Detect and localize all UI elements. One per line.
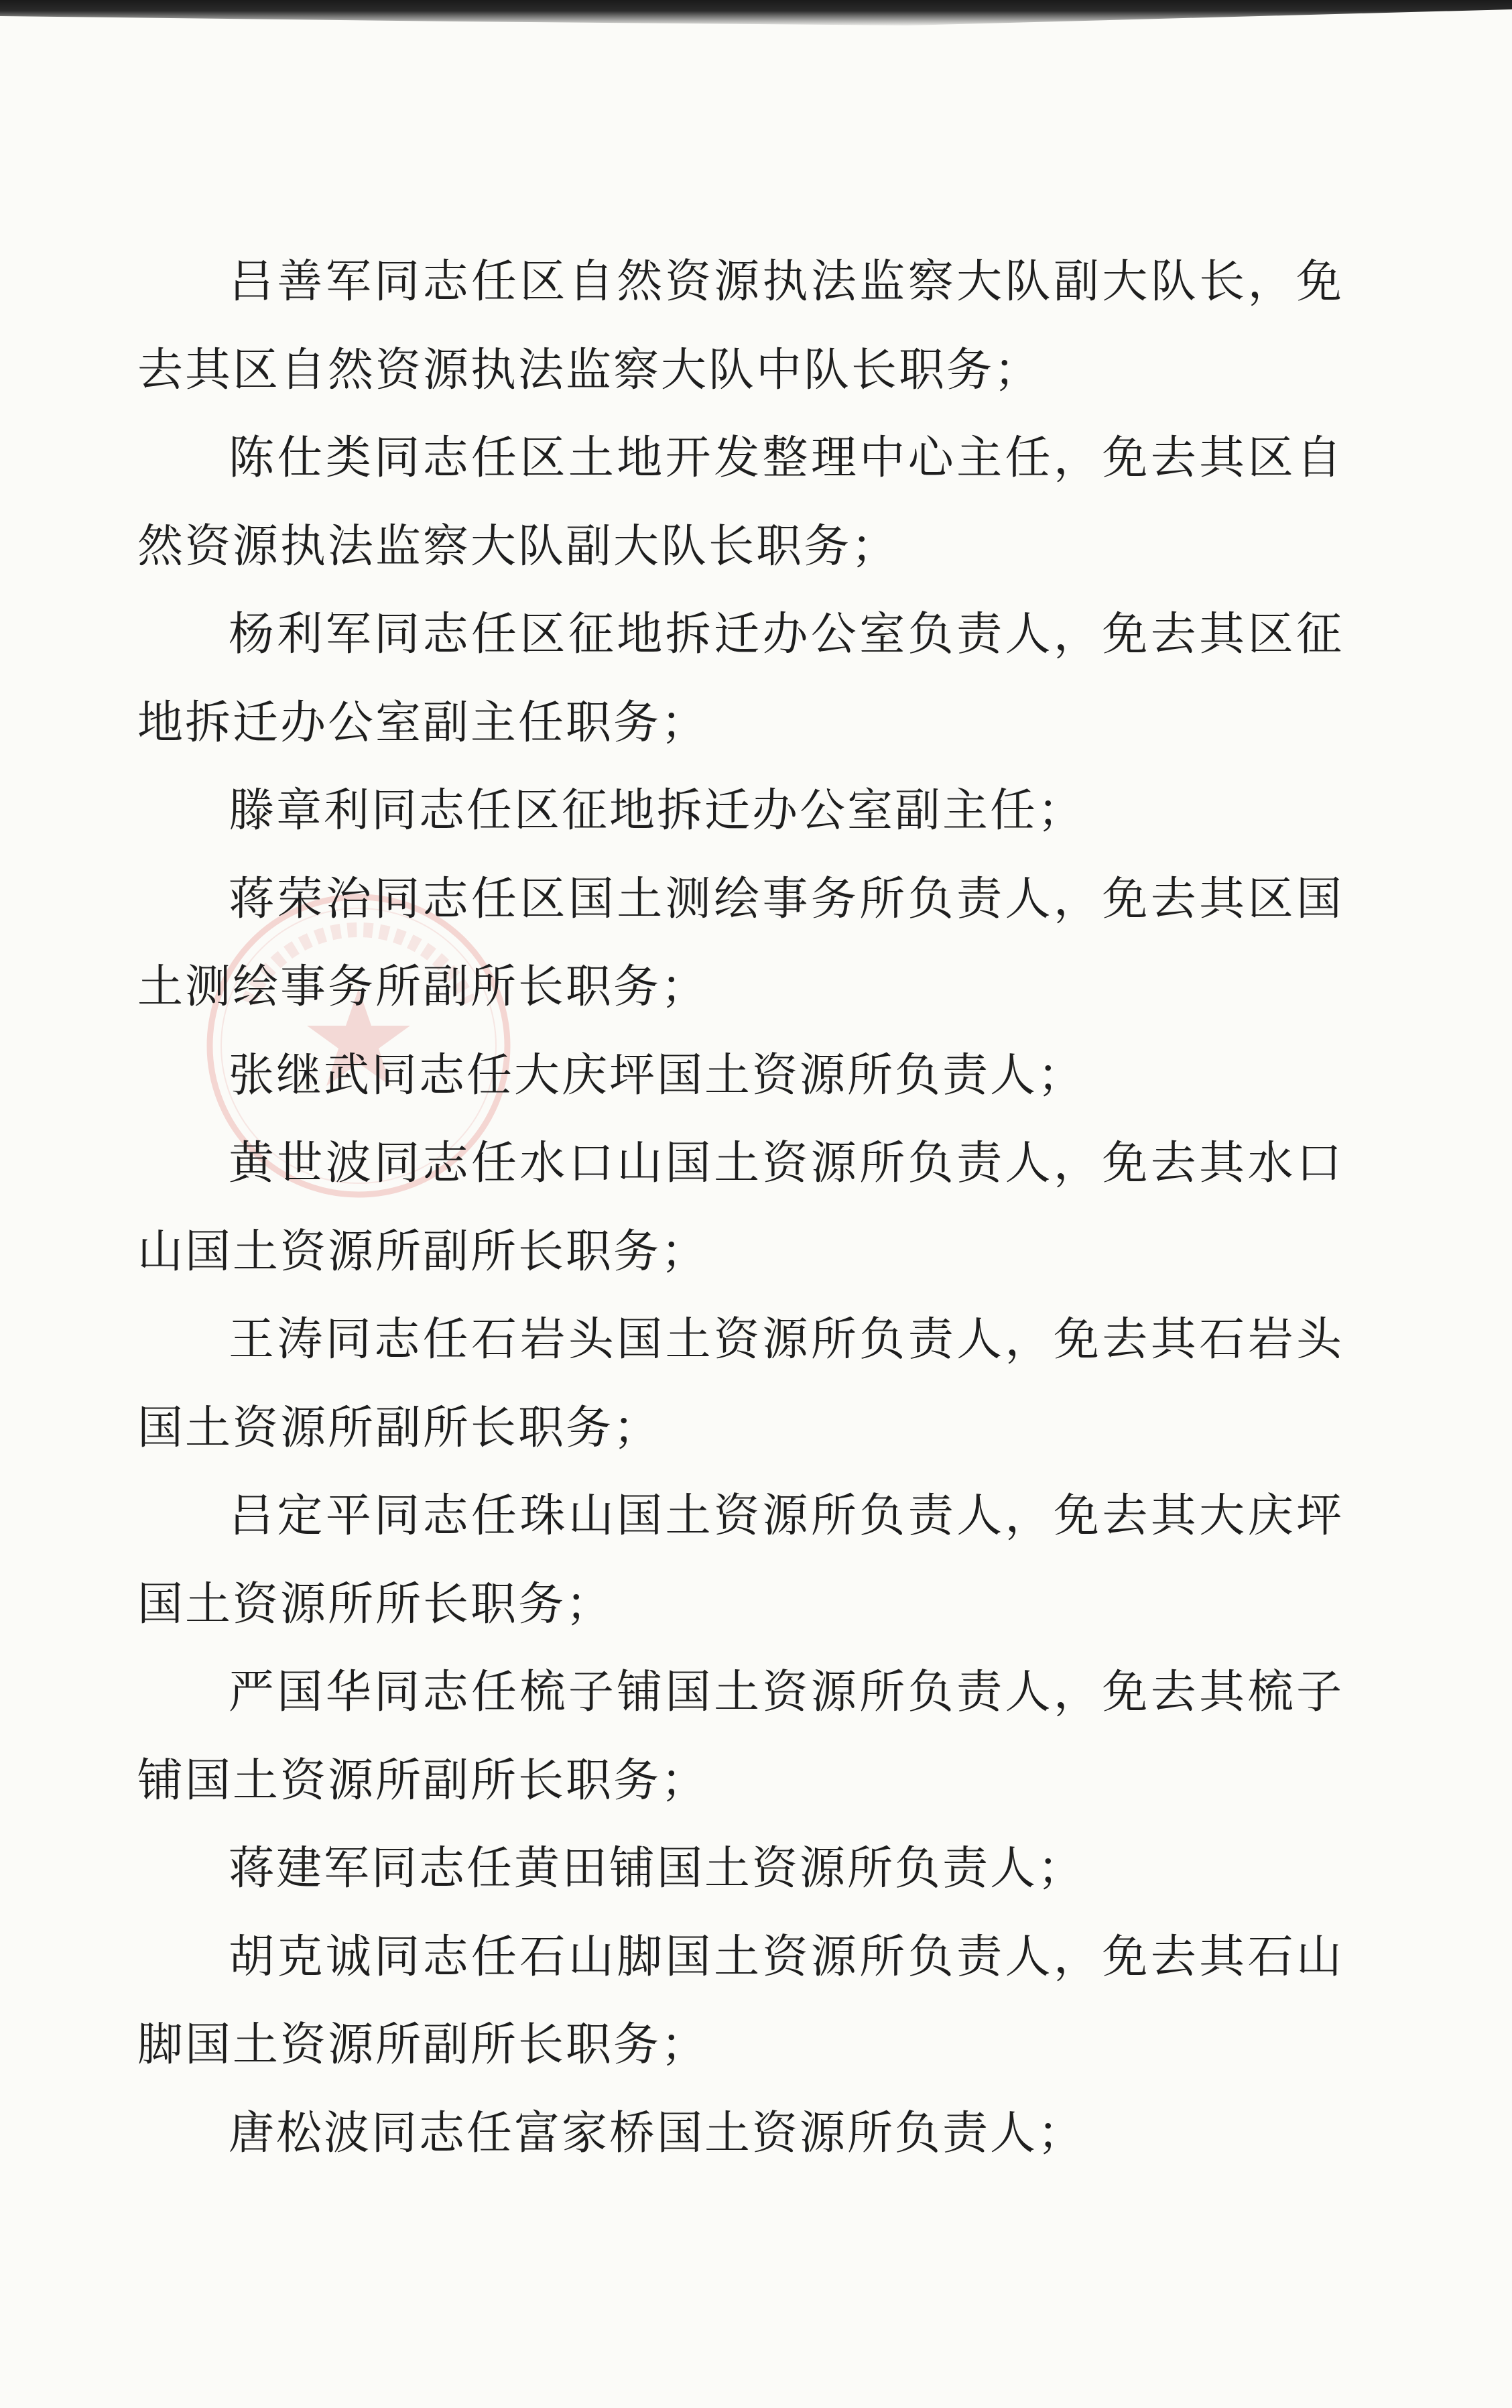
paragraph: 吕定平同志任珠山国土资源所负责人，免去其大庆坪国土资源所所长职务； — [137, 1490, 1344, 1631]
paragraph: 滕章利同志任区征地拆迁办公室副主任； — [229, 784, 1086, 837]
document-body — [137, 238, 1344, 2177]
paragraph: 王涛同志任石岩头国土资源所负责人，免去其石岩头国土资源所副所长职务； — [137, 1313, 1344, 1455]
paragraph: 唐松波同志任富家桥国土资源所负责人； — [229, 2106, 1086, 2160]
paragraph: 吕善军同志任区自然资源执法监察大队副大队长，免去其区自然资源执法监察大队中队长职务； — [137, 255, 1344, 397]
paragraph: 杨利军同志任区征地拆迁办公室负责人，免去其区征地拆迁办公室副主任职务； — [137, 608, 1344, 749]
scan-top-edge — [0, 0, 1512, 27]
paragraph: 陈仕类同志任区土地开发整理中心主任，免去其区自然资源执法监察大队副大队长职务； — [137, 432, 1344, 573]
paragraph: 蒋荣治同志任区国土测绘事务所负责人，免去其区国土测绘事务所副所长职务； — [137, 872, 1344, 1014]
paragraph: 蒋建军同志任黄田铺国土资源所负责人； — [229, 1842, 1086, 1895]
paragraph: 严国华同志任梳子铺国土资源所负责人，免去其梳子铺国土资源所副所长职务； — [137, 1666, 1344, 1807]
paragraph: 张继武同志任大庆坪国土资源所负责人； — [229, 1048, 1086, 1102]
paragraph: 黄世波同志任水口山国土资源所负责人，免去其水口山国土资源所副所长职务； — [137, 1137, 1344, 1278]
paragraph: 胡克诚同志任石山脚国土资源所负责人，免去其石山脚国土资源所副所长职务； — [137, 1930, 1344, 2071]
